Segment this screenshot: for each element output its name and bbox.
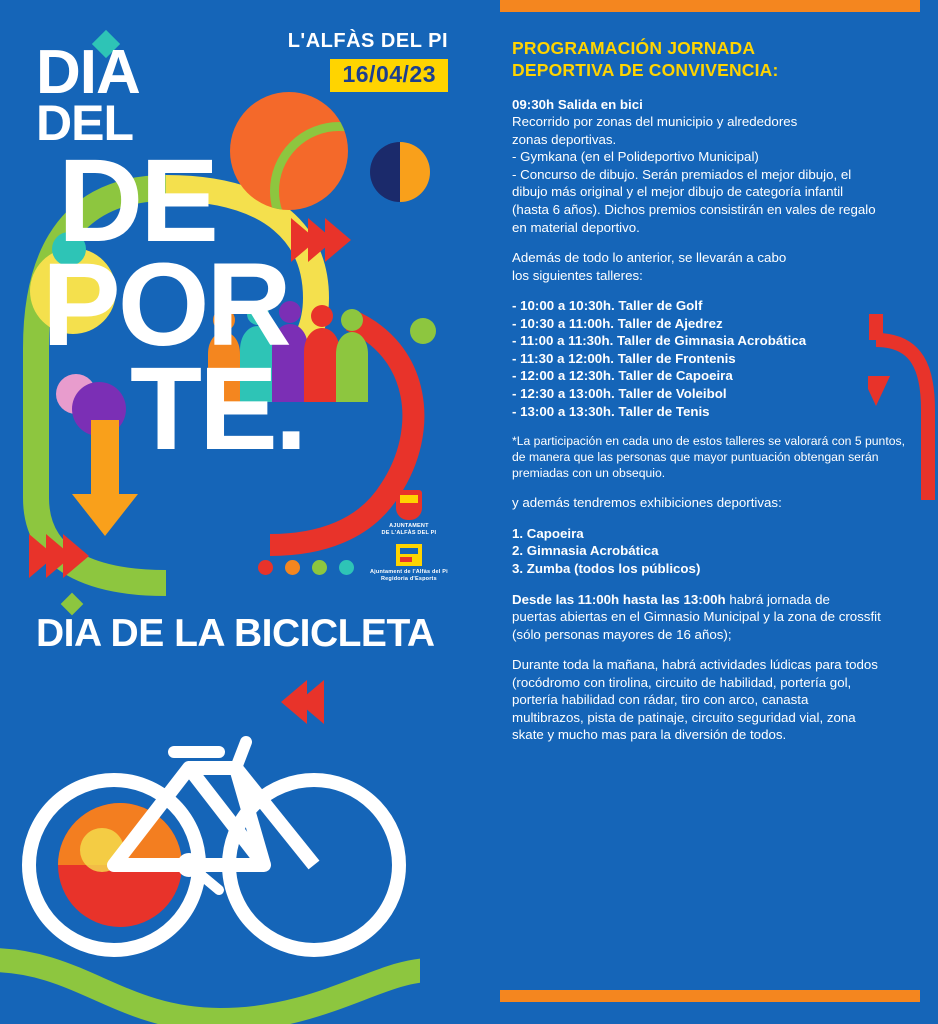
wordmark-line-3: TE. <box>130 342 305 475</box>
page-title <box>36 38 140 151</box>
note-line-1: de manera que las personas que mayor puntuación obtengan serán <box>512 450 879 465</box>
workshop-item-6: - 13:00 a 13:30h. Taller de Tenis <box>512 403 710 419</box>
morning-line-3: multibrazos, pista de patinaje, circuito seguridad vial, zona <box>512 709 856 725</box>
crest-icon <box>396 490 422 520</box>
exhibition-item-2: 3. Zumba (todos los públicos) <box>512 560 701 576</box>
regidoria-esports-logo <box>370 544 448 584</box>
start-heading: 09:30h Salida en bici <box>512 96 643 112</box>
ajuntament-crest-logo <box>370 490 448 538</box>
location-date-block <box>288 30 448 92</box>
exhibition-item-0: 1. Capoeira <box>512 525 584 541</box>
exhibitions-intro: y además tendremos exhibiciones deportivas: <box>512 495 782 511</box>
program-title-line-2: DEPORTIVA DE CONVIVENCIA: <box>512 59 779 80</box>
color-dots-decoration <box>258 560 354 575</box>
bicycle-illustration <box>14 690 414 960</box>
orange-top-bar <box>500 0 920 12</box>
exhibition-item-1: 2. Gimnasia Acrobática <box>512 543 659 559</box>
headline-line-2: DEL <box>36 94 133 151</box>
program-panel <box>500 12 920 990</box>
workshop-item-1: - 10:30 a 11:00h. Taller de Ajedrez <box>512 315 723 331</box>
location-label: L'ALFÀS DEL PI <box>287 30 448 52</box>
program-title-line-1: PROGRAMACIÓN JORNADA <box>512 38 756 58</box>
wordmark-line-2: POR <box>42 238 289 371</box>
regidoria-icon <box>396 544 422 566</box>
note-line-0: *La participación en cada uno de estos talleres se valorará con 5 puntos, <box>512 434 905 449</box>
program-title <box>500 12 920 82</box>
open-doors-rest-2: (sólo personas mayores de 16 años); <box>512 626 732 642</box>
intro-line-1: zonas deportivas. <box>512 131 617 147</box>
intro-line-4: dibujo más original y el mejor dibujo de categoría infantil <box>512 184 844 200</box>
open-doors-rest-0: habrá jornada de <box>725 591 830 607</box>
red-hook-arrow-icon <box>868 300 938 540</box>
deporte-wordmark <box>30 135 305 475</box>
open-doors-bold: Desde las 11:00h hasta las 13:00h <box>512 591 726 607</box>
red-chevrons-lower-icon <box>38 534 89 583</box>
workshop-item-2: - 11:00 a 11:30h. Taller de Gimnasia Acrobática <box>512 333 807 349</box>
ajuntament-logo-caption: AJUNTAMENT DE L'ALFÀS DEL PI <box>381 523 437 537</box>
wordmark-line-1: DE <box>58 135 216 267</box>
workshop-item-3: - 11:30 a 12:00h. Taller de Frontenis <box>512 350 736 366</box>
red-chevrons-right-icon <box>300 218 351 267</box>
subtitle-bicicleta: DIA DE LA BICICLETA <box>36 612 435 655</box>
orange-bottom-bar <box>500 990 920 1002</box>
workshops-intro-line-1: los siguientes talleres: <box>512 267 643 283</box>
poster-right-panel <box>490 0 938 1024</box>
intro-line-5: (hasta 6 años). Dichos premios consistirán en vales de regalo <box>512 202 876 218</box>
workshops-intro-line-0: Además de todo lo anterior, se llevarán a cabo <box>512 250 787 266</box>
morning-line-1: (rocódromo con tirolina, circuito de habilidad, portería gol, <box>512 674 852 690</box>
sponsor-logos <box>370 490 448 590</box>
morning-line-0: Durante toda la mañana, habrá actividades lúdicas para todos <box>512 657 878 673</box>
intro-line-0: Recorrido por zonas del municipio y alrededores <box>512 114 798 130</box>
green-ball-decoration <box>410 318 436 344</box>
workshop-item-4: - 12:00 a 12:30h. Taller de Capoeira <box>512 368 733 384</box>
open-doors-rest-1: puertas abiertas en el Gimnasio Municipal y la zona de crossfit <box>512 609 881 625</box>
headline-line-1: DIA <box>36 38 140 107</box>
navy-ball-decoration <box>370 142 430 202</box>
morning-line-2: portería habilidad con rádar, tiro con arco, canasta <box>512 692 809 708</box>
intro-line-3: - Concurso de dibujo. Serán premiados el mejor dibujo, el <box>512 166 852 182</box>
workshop-item-5: - 12:30 a 13:00h. Taller de Voleibol <box>512 385 727 401</box>
program-body <box>500 96 920 744</box>
intro-line-6: en material deportivo. <box>512 219 640 235</box>
morning-line-4: skate y mucho mas para la diversión de todos. <box>512 727 787 743</box>
regidoria-logo-caption: Ajuntament de l'Alfàs del Pi Regidoria d'Esports <box>370 568 448 583</box>
note-line-2: premiadas con un obsequio. <box>512 466 666 481</box>
intro-line-2: - Gymkana (en el Polideportivo Municipal) <box>512 149 759 165</box>
date-badge: 16/04/23 <box>330 59 448 92</box>
workshop-item-0: - 10:00 a 10:30h. Taller de Golf <box>512 298 703 314</box>
